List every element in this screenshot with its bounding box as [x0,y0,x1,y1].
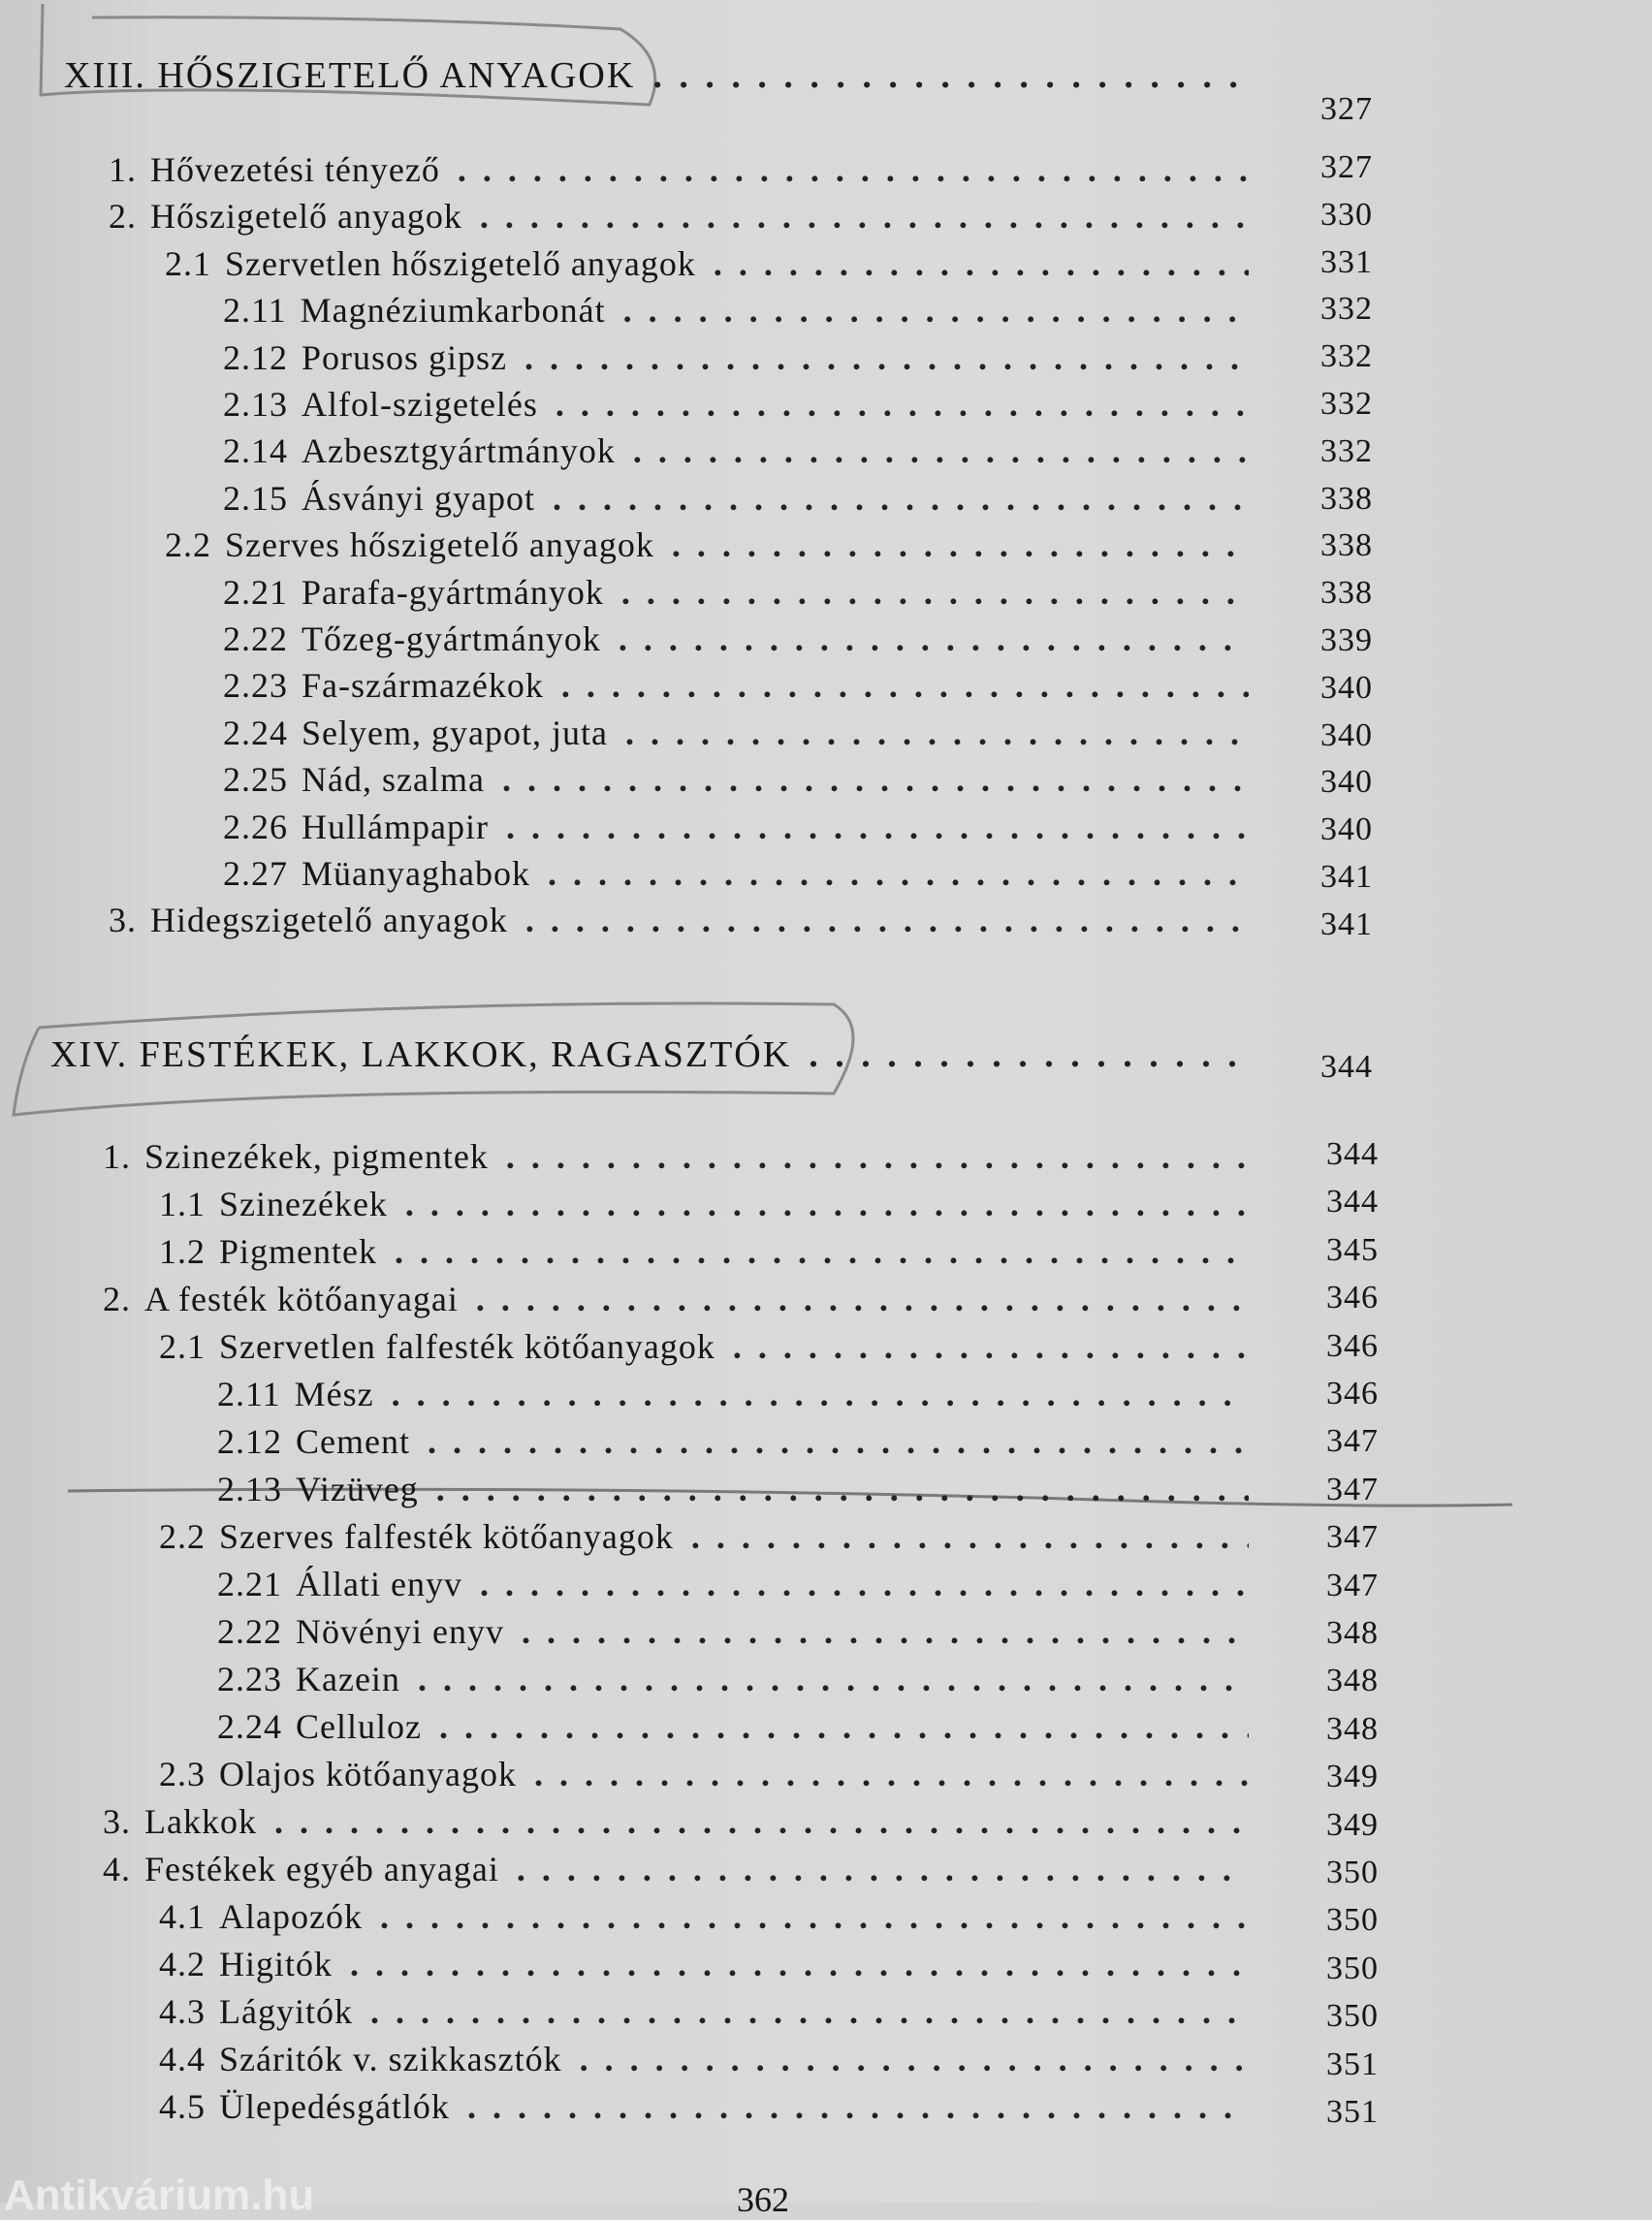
entry-page: 332 [1320,291,1373,328]
entry-page: 347 [1326,1471,1379,1507]
entry-number: 1.1 [159,1185,206,1223]
entry-number: 3. [103,1802,131,1841]
page-number: 362 [737,2180,789,2219]
dot-leader [274,1801,1249,1842]
entry-number: 4.5 [159,2087,206,2126]
entry-page: 346 [1326,1327,1379,1364]
entry-number: 2.14 [223,431,288,471]
entry-label: Higitók [219,1945,334,1983]
dot-leader [714,243,1249,284]
entry-number: 4. [103,1850,131,1888]
toc-entry[interactable] [103,1130,1258,1177]
entry-number: 2.1 [159,1327,206,1366]
dot-leader [428,1421,1249,1462]
entry-page: 327 [1320,149,1373,185]
toc-entry[interactable] [223,613,1258,659]
entry-label: Hullámpapir [302,807,489,846]
toc-entry[interactable] [223,378,1258,425]
section-page: 327 [1320,91,1373,127]
entry-page: 350 [1326,1855,1379,1890]
entry-number: 2.3 [159,1755,206,1793]
entry-page: 338 [1320,480,1373,517]
entry-number: 2.27 [223,854,288,893]
entry-label: Kazein [296,1660,400,1698]
dot-leader [405,1184,1249,1224]
entry-label: Vizüveg [296,1470,419,1508]
toc-entry[interactable] [159,1510,1258,1557]
entry-page: 347 [1326,1519,1379,1556]
dot-leader [556,384,1249,425]
entry-page: 338 [1320,575,1373,612]
toc-entry[interactable] [217,1605,1258,1652]
dot-leader [418,1659,1249,1699]
entry-number: 2.22 [223,619,288,658]
dot-leader [467,2086,1249,2127]
entry-page: 340 [1320,716,1373,753]
entry-page: 330 [1320,196,1373,233]
entry-label: Fa-származékok [302,666,544,706]
entry-number: 2.24 [223,713,288,752]
toc-entry[interactable] [217,1558,1258,1604]
toc-entry[interactable] [223,332,1258,378]
entry-number: 2.2 [159,1517,206,1556]
dot-leader [633,430,1249,471]
entry-number: 1. [109,150,137,189]
entry-label: Azbesztgyártmányok [302,431,616,471]
entry-label: Szervetlen hőszigetelő anyagok [225,243,696,283]
toc-entry[interactable] [103,1843,1258,1889]
dot-leader [380,1896,1249,1937]
entry-number: 2.13 [217,1470,282,1508]
dot-leader [502,759,1249,800]
dot-leader [506,807,1249,847]
entry-number: 2. [103,1280,131,1318]
entry-page: 346 [1326,1376,1379,1411]
toc-entry[interactable] [109,143,1258,190]
entry-page: 340 [1320,764,1373,801]
section-title: XIV. FESTÉKEK, LAKKOK, RAGASZTÓK [50,1034,792,1075]
entry-label: Mész [294,1375,374,1413]
entry-page: 341 [1320,905,1373,942]
toc-entry[interactable] [217,1415,1258,1462]
entry-page: 345 [1326,1231,1379,1268]
watermark: Antikvárium.hu [4,2172,315,2219]
dot-leader [480,196,1249,237]
entry-label: Cement [296,1422,410,1461]
entry-label: Száritók v. szikkasztók [219,2040,562,2078]
dot-leader [691,1516,1249,1557]
dot-leader [619,618,1249,659]
entry-label: Hidegszigetelő anyagok [150,901,508,940]
dot-leader [672,524,1249,565]
entry-number: 2.22 [217,1612,282,1651]
toc-entry[interactable] [109,190,1258,237]
dot-leader [548,853,1249,894]
entry-page: 332 [1320,432,1373,469]
entry-label: Lakkok [144,1802,257,1841]
entry-label: Állati enyv [296,1565,462,1603]
toc-entry[interactable] [159,1225,1258,1272]
entry-label: Ülepedésgátlók [219,2087,450,2126]
toc-entry[interactable] [223,425,1258,471]
entry-number: 2.25 [223,760,288,800]
dot-leader [524,337,1249,378]
entry-label: Parafa-gyártmányok [302,572,604,612]
entry-page: 348 [1326,1663,1379,1699]
entry-label: Müanyaghabok [302,854,530,893]
dot-leader [733,1326,1249,1367]
dot-leader [553,478,1249,519]
entry-number: 2.15 [223,478,288,518]
entry-page: 350 [1326,1902,1379,1939]
toc-entry[interactable] [223,659,1258,706]
entry-number: 4.4 [159,2040,206,2078]
dot-leader [517,1849,1249,1889]
dot-leader [392,1374,1249,1414]
dot-leader [580,2039,1249,2079]
entry-label: Tőzeg-gyártmányok [302,619,601,658]
toc-entry[interactable] [109,894,1258,940]
toc-entry[interactable] [223,847,1258,894]
entry-number: 2.11 [223,291,287,331]
entry-page: 338 [1320,527,1373,564]
entry-label: Olajos kötőanyagok [219,1755,517,1793]
entry-label: Magnéziumkarbonát [300,291,606,331]
entry-page: 332 [1320,338,1373,375]
entry-number: 2.13 [223,385,288,424]
section-heading [50,1030,1258,1076]
entry-label: Szervetlen falfesték kötőanyagok [219,1327,715,1366]
entry-label: Hőszigetelő anyagok [150,197,462,237]
entry-number: 2.11 [217,1375,281,1413]
entry-label: Szerves falfesték kötőanyagok [219,1517,674,1556]
toc-entry[interactable] [217,1653,1258,1699]
entry-number: 2.24 [217,1707,282,1746]
toc-entry[interactable] [159,1748,1258,1794]
dot-leader [809,1033,1249,1076]
toc-entry[interactable] [223,566,1258,613]
entry-page: 348 [1326,1615,1379,1651]
dot-leader [350,1944,1249,1984]
entry-number: 3. [109,901,137,940]
entry-page: 341 [1320,859,1373,895]
entry-label: Selyem, gyapot, juta [302,713,608,752]
entry-label: Lágyitók [219,1992,353,2031]
toc-entry[interactable] [217,1700,1258,1747]
dot-leader [525,900,1249,940]
entry-page: 349 [1326,1759,1379,1795]
entry-number: 2.23 [217,1660,282,1698]
toc-entry[interactable] [103,1795,1258,1842]
toc-entry[interactable] [223,472,1258,519]
section-heading [64,50,1258,97]
entry-number: 2.21 [217,1565,282,1603]
toc-entry[interactable] [159,1938,1258,1984]
entry-label: Celluloz [296,1707,422,1746]
entry-number: 2. [109,197,137,237]
entry-page: 340 [1320,669,1373,706]
toc-entry[interactable] [223,284,1258,331]
toc-entry[interactable] [159,2080,1258,2127]
entry-label: Porusos gipsz [302,337,508,377]
toc-entry[interactable] [223,707,1258,753]
entry-label: A festék kötőanyagai [144,1280,459,1318]
entry-number: 4.1 [159,1897,206,1936]
entry-number: 2.1 [165,243,211,283]
dot-leader [370,1991,1249,2032]
entry-number: 4.2 [159,1945,206,1983]
entry-page: 349 [1326,1806,1379,1843]
dot-leader [439,1706,1249,1747]
dot-leader [458,149,1249,190]
toc-entry[interactable] [217,1463,1258,1509]
entry-page: 347 [1326,1567,1379,1603]
toc-entry[interactable] [217,1368,1258,1414]
section-title: XIII. HŐSZIGETELŐ ANYAGOK [64,55,636,96]
dot-leader [534,1754,1249,1794]
dot-leader [625,713,1249,753]
toc-entry[interactable] [223,801,1258,847]
dot-leader [522,1611,1249,1652]
entry-label: Növényi enyv [296,1612,504,1651]
entry-number: 2.26 [223,807,288,846]
entry-number: 1. [103,1137,131,1176]
entry-page: 351 [1326,2094,1379,2130]
entry-page: 331 [1320,243,1373,280]
entry-label: Hővezetési tényező [150,150,440,189]
entry-label: Szerves hőszigetelő anyagok [225,525,654,565]
dot-leader [480,1564,1249,1604]
entry-label: Ásványi gyapot [302,478,535,518]
entry-label: Szinezékek [219,1185,388,1223]
section-page: 344 [1320,1049,1373,1085]
entry-number: 2.2 [165,525,211,565]
dot-leader [436,1469,1249,1509]
toc-entry[interactable] [159,2033,1258,2079]
entry-number: 2.21 [223,572,288,612]
toc-entry[interactable] [159,1320,1258,1367]
entry-label: Pigmentek [219,1232,377,1271]
entry-number: 4.3 [159,1992,206,2031]
entry-number: 1.2 [159,1232,206,1271]
entry-page: 332 [1320,386,1373,422]
entry-number: 2.12 [223,337,288,377]
entry-page: 344 [1326,1136,1379,1172]
dot-leader [476,1279,1249,1319]
entry-label: Nád, szalma [302,760,485,800]
entry-label: Alfol-szigetelés [302,385,538,424]
toc-entry[interactable] [159,1985,1258,2032]
entry-page: 346 [1326,1280,1379,1316]
toc-entry[interactable] [223,753,1258,800]
toc-entry[interactable] [103,1273,1258,1319]
entry-page: 351 [1326,2046,1379,2082]
toc-entry[interactable] [165,519,1258,565]
toc-entry[interactable] [159,1178,1258,1224]
toc-entry[interactable] [159,1890,1258,1937]
entry-page: 347 [1326,1423,1379,1460]
entry-page: 340 [1320,811,1373,848]
entry-label: Festékek egyéb anyagai [144,1850,499,1888]
toc-entry[interactable] [165,238,1258,284]
entry-page: 348 [1326,1710,1379,1747]
dot-leader [506,1136,1249,1177]
entry-page: 350 [1326,1950,1379,1986]
entry-number: 2.12 [217,1422,282,1461]
dot-leader [561,665,1249,706]
entry-page: 339 [1320,622,1373,658]
dot-leader [621,572,1249,613]
entry-number: 2.23 [223,666,288,706]
dot-leader [652,54,1249,97]
entry-label: Alapozók [219,1897,363,1936]
entry-page: 350 [1326,1998,1379,2035]
entry-label: Szinezékek, pigmentek [144,1137,489,1176]
dot-leader [395,1231,1249,1272]
entry-page: 344 [1326,1184,1379,1221]
dot-leader [623,290,1249,331]
